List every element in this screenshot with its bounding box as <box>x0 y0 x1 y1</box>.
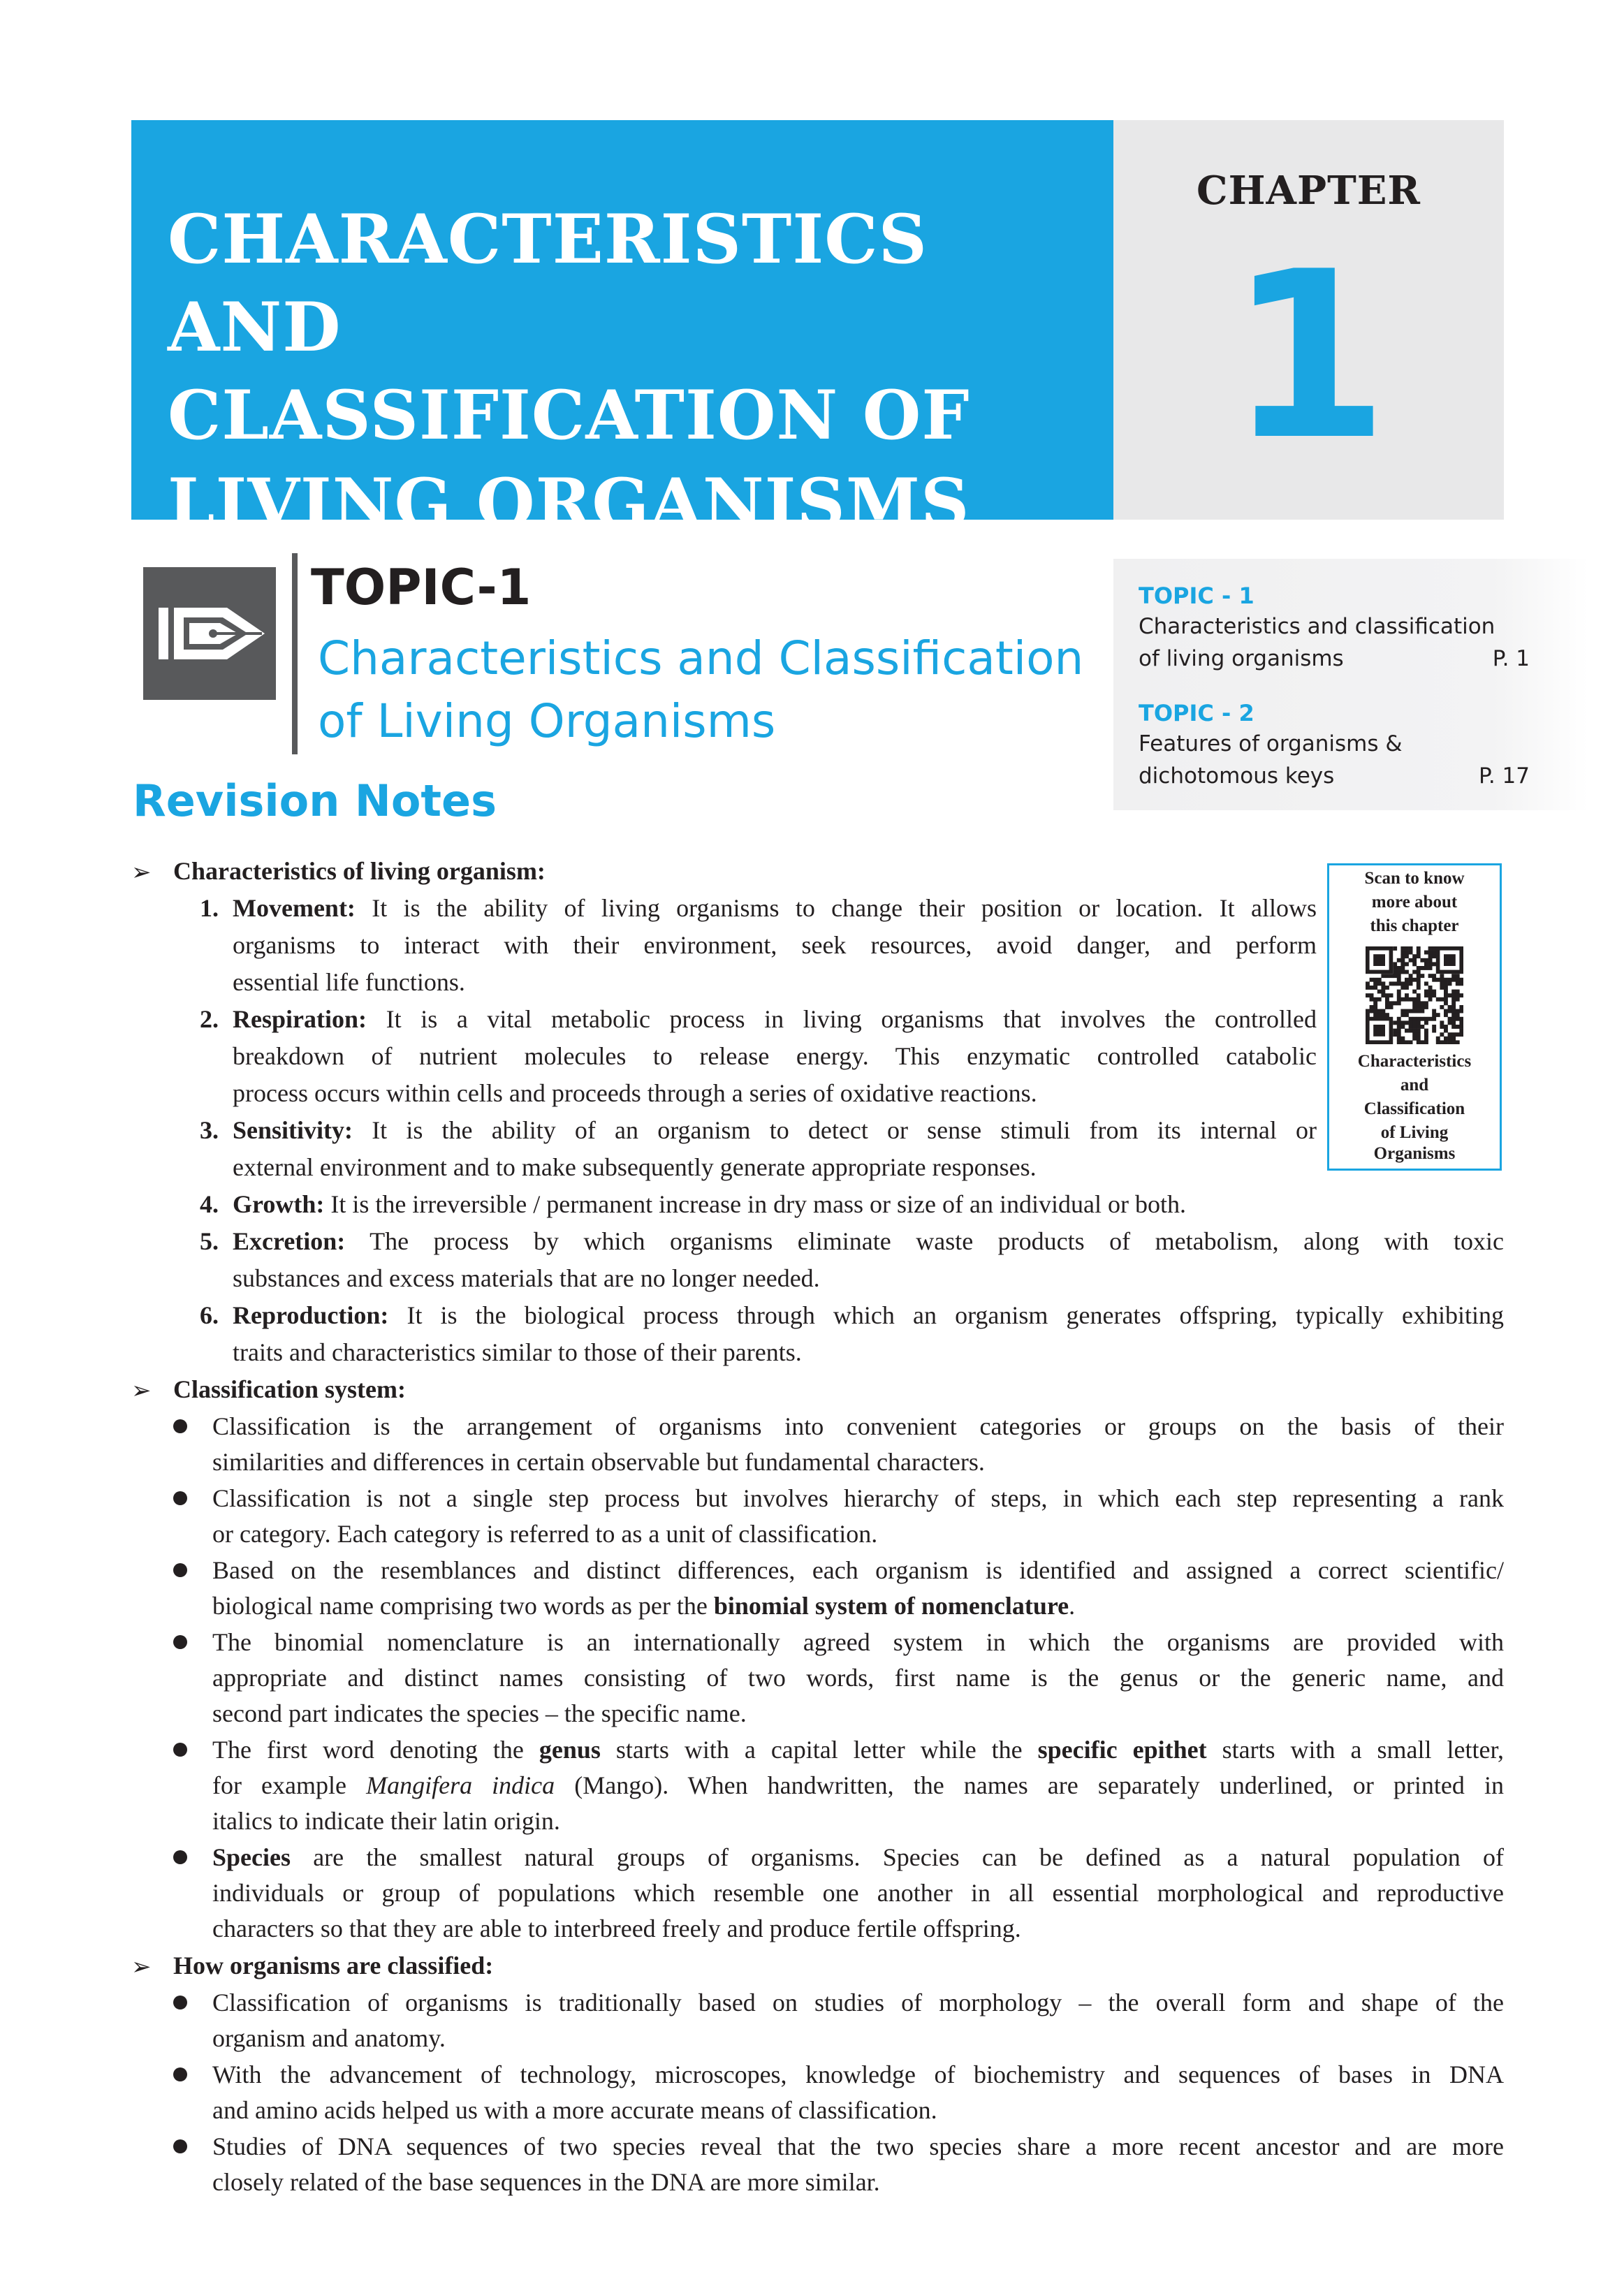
pen-nib-icon <box>143 567 276 700</box>
list-item <box>233 1002 1317 1037</box>
qr-caption: Scan to know <box>1364 869 1465 888</box>
topic-index-heading: TOPIC - 2 <box>1139 700 1254 726</box>
bullet-icon <box>173 1563 187 1577</box>
section-heading: How organisms are classified: <box>173 1952 494 1979</box>
bullet-text: italics to indicate their latin origin. <box>212 1807 560 1835</box>
arrow-bullet-icon: ➢ <box>131 1953 152 1981</box>
item-number: 1. <box>200 894 219 922</box>
bullet-text: With the advancement of technology, microscopes, knowledge of biochemistry and sequences of bases in DNA <box>212 2060 1504 2088</box>
item-text: substances and excess materials that are no longer needed. <box>233 1264 820 1292</box>
bullet-text: Studies of DNA sequences of two species reveal that the two species share a more recent ancestor and are more <box>212 2132 1504 2160</box>
bullet-text: Based on the resemblances and distinct differences, each organism is identified and assigned a correct scientific/ <box>212 1556 1504 1584</box>
bullet-text: characters so that they are able to interbreed freely and produce fertile offspring. <box>212 1915 1021 1942</box>
topic-index-text: of living organisms <box>1139 646 1344 671</box>
bullet-text-part: starts with a small letter, <box>1206 1736 1504 1764</box>
qr-code-icon[interactable] <box>1366 946 1463 1048</box>
item-term: Movement: <box>233 894 356 922</box>
bullet-icon <box>173 1743 187 1757</box>
qr-label: and <box>1400 1076 1429 1095</box>
item-text: It is a vital metabolic process in living organisms that involves the controlled <box>367 1005 1317 1033</box>
bold-term: specific epithet <box>1037 1736 1207 1764</box>
italic-term: Mangifera indica <box>366 1771 555 1799</box>
bullet-text <box>212 1732 1504 1767</box>
item-text: The process by which organisms eliminate waste products of metabolism, along with toxic <box>345 1227 1504 1255</box>
bullet-text: organism and anatomy. <box>212 2024 446 2052</box>
item-text: essential life functions. <box>233 968 465 996</box>
item-number: 6. <box>200 1301 219 1329</box>
topic-index-text: Features of organisms & <box>1139 731 1403 756</box>
item-text: It is the biological process through which an organism generates offspring, typically exhibiting <box>388 1301 1504 1329</box>
item-text: It is the ability of living organisms to change their position or location. It allows <box>355 894 1317 922</box>
qr-label: Organisms <box>1373 1144 1456 1163</box>
topic-index-text: dichotomous keys <box>1139 763 1335 789</box>
item-number: 5. <box>200 1227 219 1255</box>
qr-caption: more about <box>1371 893 1458 912</box>
bullet-icon <box>173 1419 187 1433</box>
bullet-icon <box>173 1850 187 1864</box>
section-heading: Classification system: <box>173 1375 406 1403</box>
chapter-title-line: CLASSIFICATION OF <box>168 376 970 455</box>
topic-index-entry <box>1139 583 1530 675</box>
qr-caption: this chapter <box>1370 916 1459 935</box>
item-number: 3. <box>200 1116 219 1144</box>
bullet-text: individuals or group of populations which resemble one another in all essential morphological and reproductive <box>212 1879 1504 1907</box>
topic-index-page: P. 1 <box>1492 646 1530 671</box>
topic-index-heading: TOPIC - 1 <box>1139 583 1254 609</box>
bullet-icon <box>173 1996 187 2010</box>
list-item <box>233 1113 1317 1148</box>
qr-label: of Living <box>1380 1123 1449 1142</box>
bullet-text-part: starts with a capital letter while the <box>600 1736 1038 1764</box>
topic-subtitle <box>318 627 1100 753</box>
bullet-text-part: The first word denoting the <box>212 1736 539 1764</box>
item-term: Reproduction: <box>233 1301 389 1329</box>
qr-label: Classification <box>1363 1099 1465 1118</box>
bullet-text-part: biological name comprising two words as per the <box>212 1592 714 1620</box>
qr-label: Characteristics <box>1357 1052 1472 1071</box>
section-heading: Characteristics of living organism: <box>173 857 546 885</box>
bullet-text: Classification is not a single step process but involves hierarchy of steps, in which each step representing a rank <box>212 1484 1504 1512</box>
item-text: organisms to interact with their environment, seek resources, avoid danger, and perform <box>233 931 1317 959</box>
bullet-text: appropriate and distinct names consisting of two words, first name is the genus or the generic name, and <box>212 1664 1504 1692</box>
arrow-bullet-icon: ➢ <box>131 858 152 886</box>
bold-term: genus <box>539 1736 601 1764</box>
bold-term: Species <box>212 1843 291 1871</box>
item-text: breakdown of nutrient molecules to release energy. This enzymatic controlled catabolic <box>233 1042 1317 1070</box>
chapter-label: CHAPTER <box>1197 168 1421 214</box>
chapter-number: 1 <box>1228 222 1389 490</box>
bullet-text <box>212 1588 1075 1623</box>
bullet-text: Classification of organisms is traditionally based on studies of morphology – the overall form and shape of the <box>212 1989 1504 2016</box>
bullet-text <box>212 1840 1504 1875</box>
topic-subtitle-line: Characteristics and Classification <box>318 631 1084 685</box>
bullet-text: second part indicates the species – the specific name. <box>212 1699 747 1727</box>
topics-index-panel <box>1113 559 1588 810</box>
bullet-text: similarities and differences in certain observable but fundamental characters. <box>212 1448 985 1476</box>
item-text: It is the irreversible / permanent increase in dry mass or size of an individual or both. <box>324 1190 1186 1218</box>
topic-label: TOPIC-1 <box>311 559 532 616</box>
item-text: external environment and to make subsequently generate appropriate responses. <box>233 1153 1037 1181</box>
chapter-title <box>168 196 1111 548</box>
bullet-text <box>212 1768 1504 1803</box>
bullet-text: and amino acids helped us with a more accurate means of classification. <box>212 2096 937 2124</box>
item-number: 4. <box>200 1190 219 1218</box>
bullet-text-part: for example <box>212 1771 367 1799</box>
item-term: Excretion: <box>233 1227 346 1255</box>
list-item <box>233 891 1317 925</box>
bullet-text-part: . <box>1069 1592 1076 1620</box>
topic-divider <box>292 553 298 754</box>
chapter-title-line: CHARACTERISTICS AND <box>168 200 928 367</box>
bullet-icon <box>173 1491 187 1505</box>
item-term: Respiration: <box>233 1005 367 1033</box>
bullet-icon <box>173 1635 187 1649</box>
item-number: 2. <box>200 1005 219 1033</box>
arrow-bullet-icon: ➢ <box>131 1377 152 1405</box>
item-term: Growth: <box>233 1190 325 1218</box>
bullet-text: The binomial nomenclature is an internationally agreed system in which the organisms are provided with <box>212 1628 1504 1656</box>
list-item <box>233 1187 1186 1222</box>
item-text: It is the ability of an organism to detect or sense stimuli from its internal or <box>353 1116 1317 1144</box>
list-item <box>233 1224 1504 1259</box>
bullet-icon <box>173 2067 187 2081</box>
list-item <box>233 1298 1504 1333</box>
chapter-title-line: LIVING ORGANISMS <box>168 464 970 543</box>
item-term: Sensitivity: <box>233 1116 353 1144</box>
topic-index-entry <box>1139 700 1530 792</box>
topic-index-text: Characteristics and classification <box>1139 614 1495 639</box>
revision-notes-heading: Revision Notes <box>133 775 497 826</box>
bullet-text: Classification is the arrangement of organisms into convenient categories or groups on the basis of their <box>212 1412 1504 1440</box>
item-text: process occurs within cells and proceeds through a series of oxidative reactions. <box>233 1079 1037 1107</box>
qr-code-box <box>1327 863 1502 1171</box>
bold-term: binomial system of nomenclature <box>713 1592 1069 1620</box>
item-text: traits and characteristics similar to those of their parents. <box>233 1338 802 1366</box>
bullet-text-part: are the smallest natural groups of organisms. Species can be defined as a natural population of <box>291 1843 1504 1871</box>
topic-subtitle-line: of Living Organisms <box>318 694 776 748</box>
topic-index-page: P. 17 <box>1478 763 1530 789</box>
bullet-text: closely related of the base sequences in the DNA are more similar. <box>212 2168 880 2196</box>
bullet-icon <box>173 2139 187 2153</box>
bullet-text-part: (Mango). When handwritten, the names are separately underlined, or printed in <box>555 1771 1504 1799</box>
bullet-text: or category. Each category is referred to as a unit of classification. <box>212 1520 878 1548</box>
